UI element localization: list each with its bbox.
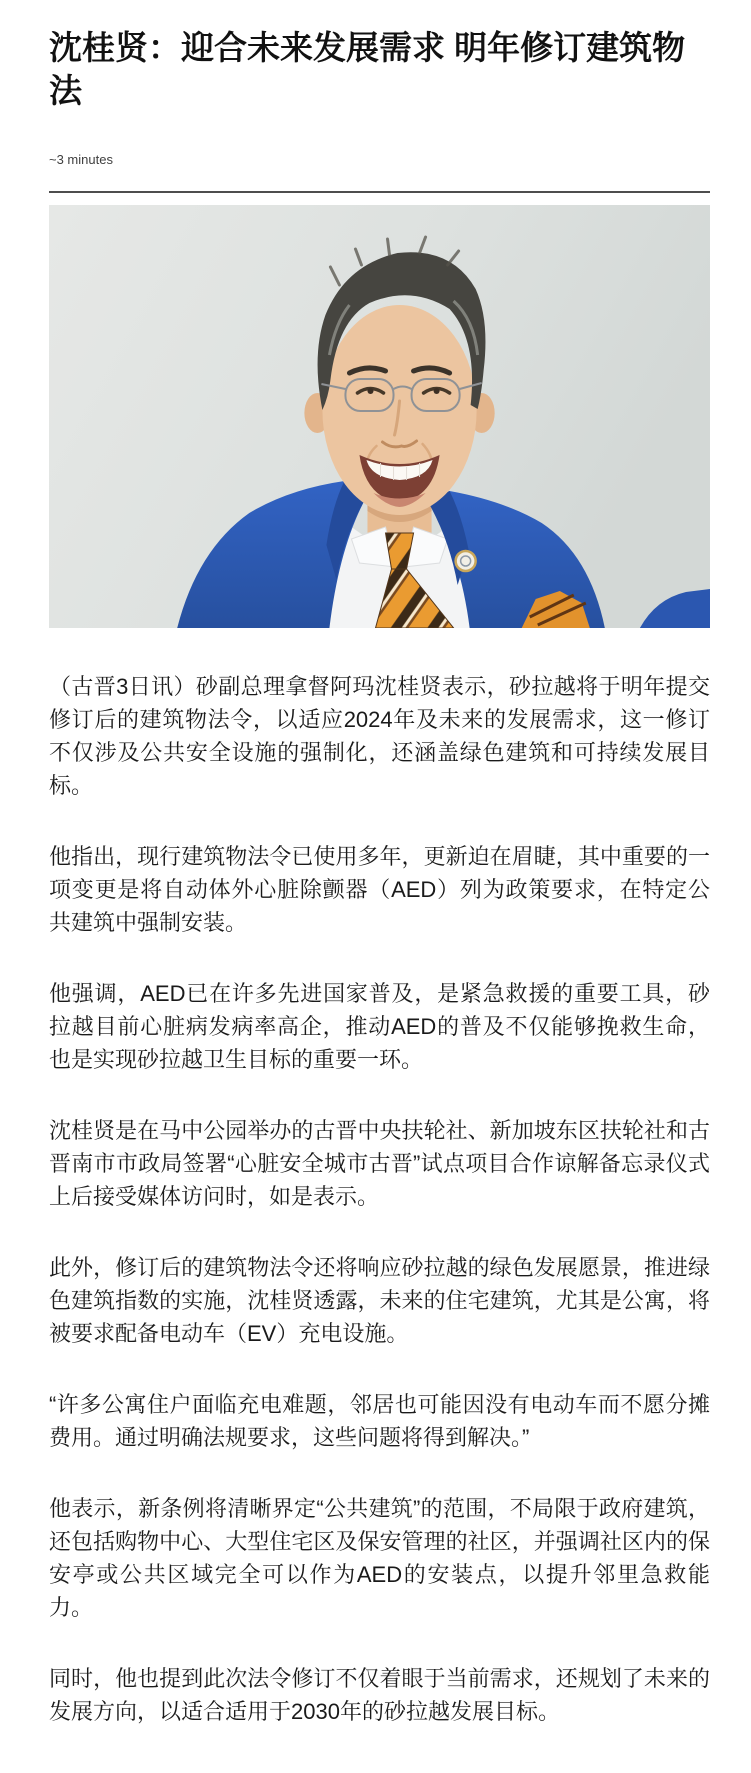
- article-photo: [49, 205, 710, 628]
- article-paragraph: 同时，他也提到此次法令修订不仅着眼于当前需求，还规划了未来的发展方向，以适合适用于2030年的砂拉越发展目标。: [49, 1666, 710, 1724]
- article-paragraph: 他表示，新条例将清晰界定“公共建筑”的范围，不局限于政府建筑，还包括购物中心、大型住宅区及保安管理的社区，并强调社区内的保安亭或公共区域完全可以作为AED的安装点，以提升邻里急救能力。: [49, 1496, 710, 1620]
- article-paragraph: 他强调，AED已在许多先进国家普及，是紧急救援的重要工具，砂拉越目前心脏病发病率高企，推动AED的普及不仅能够挽救生命，也是实现砂拉越卫生目标的重要一环。: [49, 981, 710, 1072]
- article-title: 沈桂贤：迎合未来发展需求 明年修订建筑物法: [49, 29, 686, 109]
- divider-rule: [49, 191, 710, 193]
- article-paragraph: “许多公寓住户面临充电难题，邻居也可能因没有电动车而不愿分摊费用。通过明确法规要求，这些问题将得到解决。”: [49, 1392, 710, 1450]
- article-paragraph: 此外，修订后的建筑物法令还将响应砂拉越的绿色发展愿景，推进绿色建筑指数的实施，沈桂贤透露，未来的住宅建筑，尤其是公寓，将被要求配备电动车（EV）充电设施。: [49, 1255, 710, 1346]
- article-paragraph: 沈桂贤是在马中公园举办的古晋中央扶轮社、新加坡东区扶轮社和古晋南市市政局签署“心脏安全城市古晋”试点项目合作谅解备忘录仪式上后接受媒体访问时，如是表示。: [49, 1118, 710, 1209]
- article-paragraph: （古晋3日讯）砂副总理拿督阿玛沈桂贤表示，砂拉越将于明年提交修订后的建筑物法令，以适应2024年及未来的发展需求，这一修订不仅涉及公共安全设施的强制化，还涵盖绿色建筑和可持续发展目标。: [49, 674, 710, 798]
- article-paragraph: 他指出，现行建筑物法令已使用多年，更新迫在眉睫，其中重要的一项变更是将自动体外心脏除颤器（AED）列为政策要求，在特定公共建筑中强制安装。: [49, 844, 710, 935]
- lapel-pin: [456, 551, 476, 571]
- portrait-illustration: [49, 205, 710, 628]
- reading-time: ~3 minutes: [49, 152, 113, 167]
